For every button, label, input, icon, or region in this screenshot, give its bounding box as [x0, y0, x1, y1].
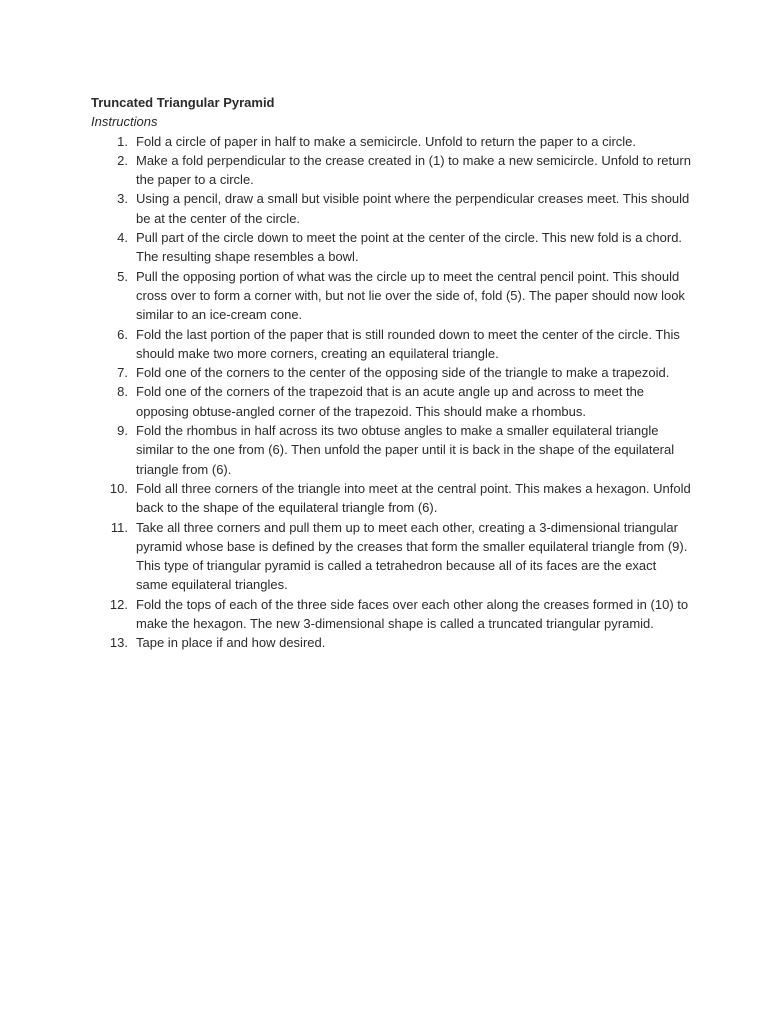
instruction-step — [91, 518, 691, 595]
step-number: 5. — [117, 268, 128, 284]
instruction-step — [91, 325, 691, 364]
step-number: 13. — [109, 635, 128, 651]
instruction-step — [91, 633, 691, 652]
step-text: Fold a circle of paper in half to make a semicircle. Unfold to return the paper to a circle. — [136, 133, 637, 149]
step-text: Pull the opposing portion of what was the circle up to meet the central pencil point. This should cross over to form a corner with, but not lie over the side of, fold (5). The paper should now look similar to an ice-cream cone. — [136, 268, 685, 323]
step-number: 10. — [109, 480, 128, 496]
step-number: 6. — [117, 326, 128, 342]
step-number: 2. — [117, 152, 128, 168]
instruction-step — [91, 189, 691, 228]
step-text: Fold the tops of each of the three side faces over each other along the creases formed in (10) to make the hexagon. The new 3-dimensional shape is called a truncated triangular pyramid. — [136, 596, 689, 632]
step-text: Take all three corners and pull them up to meet each other, creating a 3-dimensional triangular pyramid whose base is defined by the creases that form the smaller equilateral triangle from (9). This type of triangular pyramid is called a tetrahedron because all of its faces are the exact same equilateral triangles. — [136, 519, 688, 593]
step-text: Fold the last portion of the paper that is still rounded down to meet the center of the circle. This should make two more corners, creating an equilateral triangle. — [136, 326, 680, 361]
step-text: Fold one of the corners of the trapezoid that is an acute angle up and across to meet the opposing obtuse-angled corner of the trapezoid. This should make a rhombus. — [136, 384, 645, 419]
step-number: 9. — [117, 423, 128, 439]
step-number: 3. — [117, 191, 128, 207]
step-text: Fold the rhombus in half across its two obtuse angles to make a smaller equilateral triangle similar to the one from (6). Then unfold the paper until it is back in the shape of the equilateral triangle from (6). — [136, 423, 675, 477]
step-number: 8. — [117, 384, 128, 400]
document-subtitle: Instructions — [91, 114, 158, 130]
instruction-step — [91, 267, 691, 325]
step-number: 1. — [117, 133, 128, 149]
document-body — [91, 93, 691, 653]
instruction-step — [91, 151, 691, 190]
instruction-step — [91, 421, 691, 479]
step-text: Pull part of the circle down to meet the point at the center of the circle. This new fold is a chord. The resulting shape resembles a bowl. — [136, 230, 683, 265]
step-text: Using a pencil, draw a small but visible point where the perpendicular creases meet. This should be at the center of the circle. — [136, 191, 690, 226]
step-number: 12. — [109, 596, 128, 612]
step-text: Fold all three corners of the triangle into meet at the central point. This makes a hexagon. Unfold back to the shape of the equilateral triangle from (6). — [136, 480, 691, 516]
instruction-list — [91, 132, 691, 653]
instruction-step — [91, 382, 691, 421]
step-text: Fold one of the corners to the center of the opposing side of the triangle to make a trapezoid. — [136, 365, 670, 381]
step-number: 11. — [110, 519, 128, 535]
instruction-step — [91, 228, 691, 267]
instruction-step — [91, 479, 691, 518]
step-number: 4. — [117, 230, 128, 246]
instruction-step — [91, 595, 691, 634]
document-title: Truncated Triangular Pyramid — [91, 95, 275, 110]
instruction-step — [91, 363, 691, 382]
step-text: Tape in place if and how desired. — [136, 635, 326, 651]
instruction-step — [91, 132, 691, 151]
step-text: Make a fold perpendicular to the crease created in (1) to make a new semicircle. Unfold to return the paper to a circle. — [136, 152, 691, 188]
step-number: 7. — [117, 365, 128, 381]
